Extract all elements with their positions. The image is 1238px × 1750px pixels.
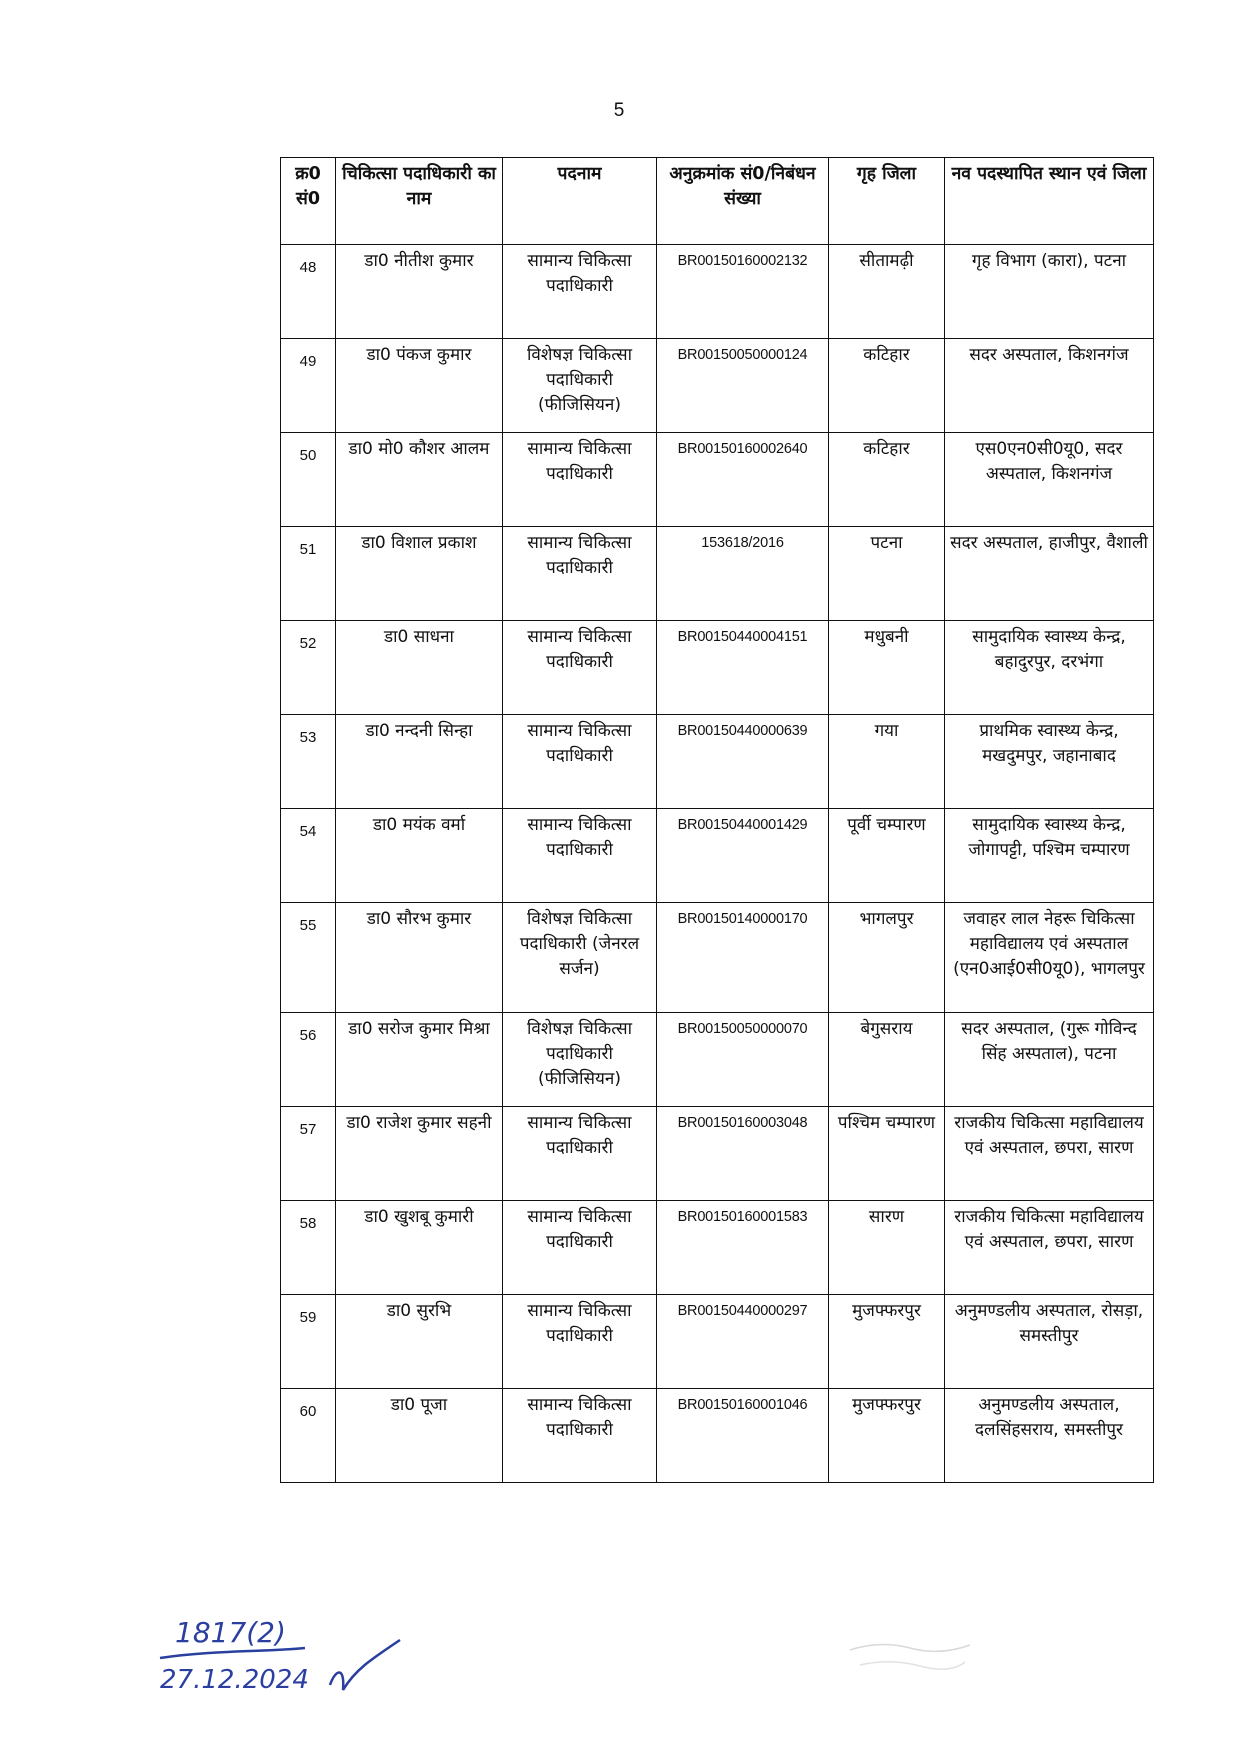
- row-registration: 153618/2016: [657, 527, 829, 621]
- row-designation: विशेषज्ञ चिकित्सा पदाधिकारी (फीजिसियन): [503, 339, 657, 433]
- row-designation: सामान्य चिकित्सा पदाधिकारी: [503, 1201, 657, 1295]
- row-home-district: सीतामढ़ी: [829, 245, 945, 339]
- row-new-posting: एस0एन0सी0यू0, सदर अस्पताल, किशनगंज: [945, 433, 1154, 527]
- row-home-district: पश्चिम चम्पारण: [829, 1107, 945, 1201]
- table-row: [281, 339, 1154, 433]
- row-new-posting: प्राथमिक स्वास्थ्य केन्द्र, मखदुमपुर, जहानाबाद: [945, 715, 1154, 809]
- row-new-posting: राजकीय चिकित्सा महाविद्यालय एवं अस्पताल, छपरा, सारण: [945, 1201, 1154, 1295]
- row-name: डा0 खुशबू कुमारी: [336, 1201, 503, 1295]
- row-registration: BR00150440000297: [657, 1295, 829, 1389]
- row-new-posting: जवाहर लाल नेहरू चिकित्सा महाविद्यालय एवं अस्पताल (एन0आई0सी0यू0), भागलपुर: [945, 903, 1154, 1013]
- header-new-posting: नव पदस्थापित स्थान एवं जिला: [945, 158, 1154, 245]
- row-sn: 56: [281, 1013, 336, 1107]
- row-name: डा0 सरोज कुमार मिश्रा: [336, 1013, 503, 1107]
- row-registration: BR00150160001583: [657, 1201, 829, 1295]
- table-row: [281, 1013, 1154, 1107]
- row-home-district: कटिहार: [829, 339, 945, 433]
- row-sn: 52: [281, 621, 336, 715]
- row-name: डा0 नन्दनी सिन्हा: [336, 715, 503, 809]
- row-name: डा0 सौरभ कुमार: [336, 903, 503, 1013]
- row-sn: 51: [281, 527, 336, 621]
- handwritten-note: [155, 1600, 455, 1710]
- row-designation: विशेषज्ञ चिकित्सा पदाधिकारी (जेनरल सर्जन): [503, 903, 657, 1013]
- table-row: [281, 433, 1154, 527]
- row-new-posting: राजकीय चिकित्सा महाविद्यालय एवं अस्पताल, छपरा, सारण: [945, 1107, 1154, 1201]
- header-sn: क्र0 सं0: [281, 158, 336, 245]
- row-sn: 54: [281, 809, 336, 903]
- row-name: डा0 पंकज कुमार: [336, 339, 503, 433]
- table-row: [281, 1295, 1154, 1389]
- row-registration: BR00150160002640: [657, 433, 829, 527]
- row-home-district: पूर्वी चम्पारण: [829, 809, 945, 903]
- row-name: डा0 पूजा: [336, 1389, 503, 1483]
- row-home-district: गया: [829, 715, 945, 809]
- row-home-district: भागलपुर: [829, 903, 945, 1013]
- row-sn: 60: [281, 1389, 336, 1483]
- row-sn: 55: [281, 903, 336, 1013]
- row-registration: BR00150440004151: [657, 621, 829, 715]
- table-row: [281, 1201, 1154, 1295]
- row-home-district: सारण: [829, 1201, 945, 1295]
- posting-table: [280, 157, 1154, 1483]
- row-new-posting: गृह विभाग (कारा), पटना: [945, 245, 1154, 339]
- header-home-district: गृह जिला: [829, 158, 945, 245]
- row-registration: BR00150050000124: [657, 339, 829, 433]
- handwritten-note-line2: 27.12.2024: [160, 1665, 309, 1695]
- row-designation: सामान्य चिकित्सा पदाधिकारी: [503, 433, 657, 527]
- table-body: [281, 245, 1154, 1483]
- row-new-posting: अनुमण्डलीय अस्पताल, रोसड़ा, समस्तीपुर: [945, 1295, 1154, 1389]
- row-name: डा0 नीतीश कुमार: [336, 245, 503, 339]
- row-name: डा0 साधना: [336, 621, 503, 715]
- row-sn: 50: [281, 433, 336, 527]
- row-name: डा0 मयंक वर्मा: [336, 809, 503, 903]
- row-home-district: पटना: [829, 527, 945, 621]
- table-row: [281, 715, 1154, 809]
- row-sn: 58: [281, 1201, 336, 1295]
- row-registration: BR00150050000070: [657, 1013, 829, 1107]
- table-row: [281, 809, 1154, 903]
- row-new-posting: सामुदायिक स्वास्थ्य केन्द्र, जोगापट्टी, पश्चिम चम्पारण: [945, 809, 1154, 903]
- header-serial-registration: अनुक्रमांक सं0/निबंधन संख्या: [657, 158, 829, 245]
- row-name: डा0 सुरभि: [336, 1295, 503, 1389]
- row-registration: BR00150440000639: [657, 715, 829, 809]
- row-registration: BR00150440001429: [657, 809, 829, 903]
- signature-icon: [330, 1640, 400, 1690]
- row-registration: BR00150160001046: [657, 1389, 829, 1483]
- row-home-district: बेगुसराय: [829, 1013, 945, 1107]
- header-name: चिकित्सा पदाधिकारी का नाम: [336, 158, 503, 245]
- row-sn: 59: [281, 1295, 336, 1389]
- table-row: [281, 621, 1154, 715]
- header-designation: पदनाम: [503, 158, 657, 245]
- row-new-posting: सदर अस्पताल, किशनगंज: [945, 339, 1154, 433]
- table-row: [281, 1107, 1154, 1201]
- row-name: डा0 विशाल प्रकाश: [336, 527, 503, 621]
- row-home-district: मुजफ्फरपुर: [829, 1295, 945, 1389]
- row-new-posting: सदर अस्पताल, हाजीपुर, वैशाली: [945, 527, 1154, 621]
- row-home-district: मधुबनी: [829, 621, 945, 715]
- row-new-posting: अनुमण्डलीय अस्पताल, दलसिंहसराय, समस्तीपुर: [945, 1389, 1154, 1483]
- row-designation: सामान्य चिकित्सा पदाधिकारी: [503, 527, 657, 621]
- page-number: 5: [613, 100, 625, 121]
- handwritten-underline: [160, 1648, 305, 1658]
- row-name: डा0 मो0 कौशर आलम: [336, 433, 503, 527]
- row-registration: BR00150160003048: [657, 1107, 829, 1201]
- table-row: [281, 527, 1154, 621]
- table-header-row: [281, 158, 1154, 245]
- row-designation: सामान्य चिकित्सा पदाधिकारी: [503, 1107, 657, 1201]
- handwritten-note-line1: 1817(2): [175, 1616, 286, 1649]
- row-sn: 57: [281, 1107, 336, 1201]
- row-home-district: कटिहार: [829, 433, 945, 527]
- row-home-district: मुजफ्फरपुर: [829, 1389, 945, 1483]
- row-designation: सामान्य चिकित्सा पदाधिकारी: [503, 715, 657, 809]
- row-registration: BR00150140000170: [657, 903, 829, 1013]
- row-designation: सामान्य चिकित्सा पदाधिकारी: [503, 245, 657, 339]
- row-designation: सामान्य चिकित्सा पदाधिकारी: [503, 621, 657, 715]
- row-name: डा0 राजेश कुमार सहनी: [336, 1107, 503, 1201]
- row-sn: 53: [281, 715, 336, 809]
- table-row: [281, 1389, 1154, 1483]
- row-designation: विशेषज्ञ चिकित्सा पदाधिकारी (फीजिसियन): [503, 1013, 657, 1107]
- row-designation: सामान्य चिकित्सा पदाधिकारी: [503, 1389, 657, 1483]
- table-row: [281, 903, 1154, 1013]
- row-registration: BR00150160002132: [657, 245, 829, 339]
- row-sn: 49: [281, 339, 336, 433]
- faint-stamp-icon: [840, 1630, 980, 1680]
- row-designation: सामान्य चिकित्सा पदाधिकारी: [503, 1295, 657, 1389]
- table-row: [281, 245, 1154, 339]
- row-new-posting: सामुदायिक स्वास्थ्य केन्द्र, बहादुरपुर, दरभंगा: [945, 621, 1154, 715]
- row-sn: 48: [281, 245, 336, 339]
- row-designation: सामान्य चिकित्सा पदाधिकारी: [503, 809, 657, 903]
- row-new-posting: सदर अस्पताल, (गुरू गोविन्द सिंह अस्पताल), पटना: [945, 1013, 1154, 1107]
